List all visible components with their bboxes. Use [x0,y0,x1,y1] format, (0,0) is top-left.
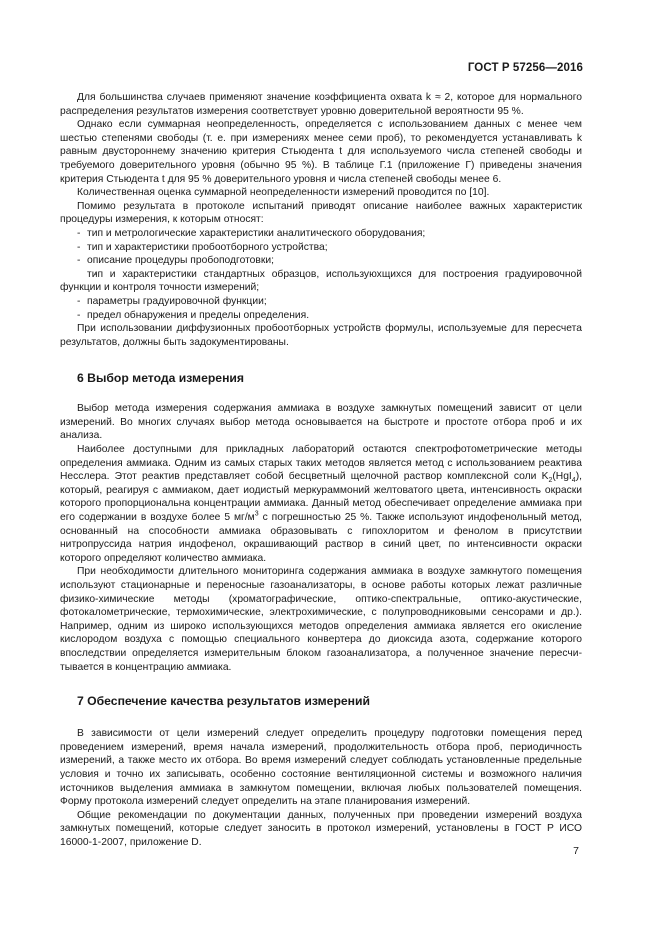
page-content [60,91,582,850]
list-item: - тип и метрологические характеристики аналитического оборудования; [60,227,582,241]
paragraph: Общие рекомендации по документации данных, полученных при проведении измерений воздуха замкнутых помещений, которые следует заносить в протокол измерений, установлены в ГОСТ Р ИСО 16000-1-2007, приложение D. [60,809,582,848]
paragraph: Количественная оценка суммарной неопределенности измерений проводится по [10]. [77,187,490,199]
text-run: с погрешностью 25 %. Также используют индофенольный метод, основанный на способности аммиака образовывать с гипохлоритом и фенолом в присутствии нитропруссида натрия индофенол, окрашивающий раствор в синий цвет, по интенсивности окраски которого определяют количество аммиака. [60,512,582,564]
list-item: - параметры градуировочной функции; [60,295,582,309]
paragraph: Однако если суммарная неопределенность, определяется с использованием данных с менее чем шестью степенями свободы (т. е. при измерениях менее семи проб), то рекомендуется устанавливать k равным двустороннему значению критерия Стьюдента t для используемого числа степеней свободы и требуемого доверительного уровня (обычно 95 %). В таблице Г.1 (приложение Г) приведены значения критерия Стьюдента t для 95 % доверительного уровня и числа степеней свободы менее 6. [60,119,582,185]
text-run: Наиболее доступными для прикладных лабораторий остаются спектрофотометрические методы определения аммиака. Одним из самых старых таких методов является метод с использованием реактива Несслера. Этот реактив представляет собой бесцветный щелочной раствор комплексной соли K [60,444,582,483]
list-item: - предел обнаружения и пределы определения. [60,309,582,323]
list-item: - тип и характеристики стандартных образцов, используюхщихся для построения градуировочной функции и контроля точности измерений; [60,268,582,295]
paragraph: Для большинства случаев применяют значение коэффициента охвата k ≈ 2, которое для нормального распределения результатов измерения соответствует уровню доверительной вероятности 95 %. [60,92,582,117]
subscript: 4 [571,477,576,485]
paragraph: Помимо результата в протоколе испытаний приводят описание наиболее важных характеристик процедуры измерения, к которым относят: [60,200,582,226]
section-heading: 6 Выбор метода измерения [77,371,245,386]
document-code-header: ГОСТ Р 57256—2016 [467,62,583,74]
list-item: - описание процедуры пробоподготовки; [60,254,582,268]
paragraph [60,443,582,565]
subscript: 2 [548,477,553,485]
paragraph: При необходимости длительного мониторинга содержания аммиака в воздухе замкнутого помещения используют стационарные и переносные газоанализаторы, в основе работы которых лежат различные физико-химические методы (хроматографические, оптико-спектральные, оптико-акустические, фотокалометрические, термохимические, электрохимические, с полупроводниковыми сенсорами и др.). Например, одним из широко использующихся методов определения аммиака является его окисление кислородом воздуха с помощью специального конвертера до диоксида азота, содержание которого впоследствии определяется измерительным блоком газоанализатора, а полученное значение пересчитывается в концентрацию аммиака. [60,566,582,673]
text-run: (HgI [552,471,572,483]
text-run: ), который, реагируя с аммиаком, дает иодистый меркураммоний желтоватого цвета, интенсивность окраски которого пропорциональна концентрации аммиака. Данный метод обеспечивает определение аммиака при его содержании в воздухе более 5 мг/м [60,471,582,524]
paragraph: Выбор метода измерения содержания аммиака в воздухе замкнутых помещений зависит от цели измерений. Во многих случаях выбор метода основывается на быстроте и простоте отбора проб и их анализа. [60,403,582,442]
paragraph: При использовании диффузионных пробоотборных устройств формулы, используемые для пересчета результатов, должны быть задокументированы. [60,323,582,348]
section-heading: 7 Обеспечение качества результатов измерений [77,694,371,709]
page-number: 7 [573,845,579,857]
superscript: 3 [254,510,259,518]
list-item: - тип и характеристики пробоотборного устройства; [60,241,582,255]
paragraph: В зависимости от цели измерений следует определить процедуру подготовки помещения перед проведением измерений, время начала измерений, продолжительность отбора проб, периодичность измерений, а также место их отбора. Во время измерений следует соблюдать установленные предельные условия и точно их записывать, особенно состояние вентиляционной системы и возможного наличия источников выделения аммиака в замкнутом помещении, включая любых пользователей помещения. Форму протокола измерений следует определить на этапе планирования измерений. [60,728,582,808]
